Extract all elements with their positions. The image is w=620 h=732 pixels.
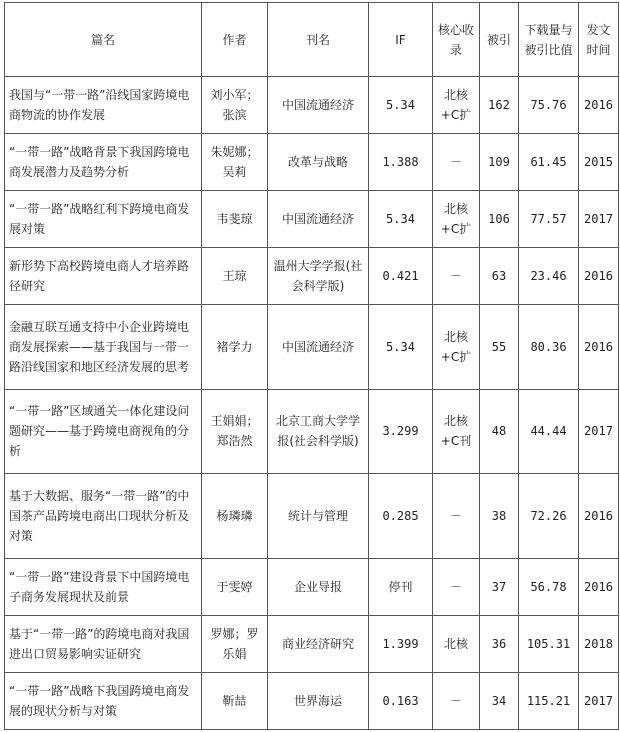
cell-journal: 统计与管理 (268, 474, 369, 559)
cell-title: 新形势下高校跨境电商人才培养路径研究 (5, 247, 202, 304)
cell-journal: 企业导报 (268, 559, 369, 616)
cell-cited: 162 (480, 77, 519, 134)
header-row (5, 3, 619, 77)
header-title: 篇名 (5, 3, 202, 77)
cell-core: － (433, 672, 480, 729)
cell-year: 2018 (579, 616, 619, 673)
cell-if: 5.34 (369, 304, 433, 389)
cell-journal: 中国流通经济 (268, 77, 369, 134)
cell-ratio: 23.46 (519, 247, 579, 304)
cell-cited: 106 (480, 190, 519, 247)
cell-year: 2015 (579, 133, 619, 190)
header-journal: 刊名 (268, 3, 369, 77)
cell-core: 北核+C刊 (433, 389, 480, 474)
cell-title: 基于“一带一路”的跨境电商对我国进出口贸易影响实证研究 (5, 616, 202, 673)
cell-author: 朱妮娜；吴莉 (202, 133, 268, 190)
cell-ratio: 44.44 (519, 389, 579, 474)
cell-author: 王娟娟；郑浩然 (202, 389, 268, 474)
cell-core: － (433, 133, 480, 190)
cell-ratio: 75.76 (519, 77, 579, 134)
cell-if: 0.163 (369, 672, 433, 729)
cell-core: 北核 (433, 616, 480, 673)
cell-author: 褚学力 (202, 304, 268, 389)
cell-author: 韦斐琼 (202, 190, 268, 247)
cell-author: 于雯婷 (202, 559, 268, 616)
cell-if: 0.285 (369, 474, 433, 559)
table-row (5, 616, 619, 673)
cell-journal: 温州大学学报(社会科学版) (268, 247, 369, 304)
cell-title: “一带一路”战略红利下跨境电商发展对策 (5, 190, 202, 247)
cell-journal: 世界海运 (268, 672, 369, 729)
cell-journal: 北京工商大学学报(社会科学版) (268, 389, 369, 474)
cell-if: 1.388 (369, 133, 433, 190)
cell-if: 5.34 (369, 77, 433, 134)
cell-if: 5.34 (369, 190, 433, 247)
cell-ratio: 105.31 (519, 616, 579, 673)
cell-ratio: 61.45 (519, 133, 579, 190)
cell-if: 停刊 (369, 559, 433, 616)
cell-author: 刘小军；张滨 (202, 77, 268, 134)
cell-year: 2016 (579, 304, 619, 389)
header-cited: 被引 (480, 3, 519, 77)
cell-cited: 38 (480, 474, 519, 559)
header-year: 发文时间 (579, 3, 619, 77)
cell-year: 2017 (579, 190, 619, 247)
table-row (5, 77, 619, 134)
cell-if: 0.421 (369, 247, 433, 304)
cell-author: 王琼 (202, 247, 268, 304)
cell-title: 基于大数据、服务“一带一路”的中国茶产品跨境电商出口现状分析及对策 (5, 474, 202, 559)
cell-cited: 109 (480, 133, 519, 190)
table-row (5, 190, 619, 247)
cell-author: 靳喆 (202, 672, 268, 729)
cell-year: 2016 (579, 559, 619, 616)
cell-author: 罗娜；罗乐娟 (202, 616, 268, 673)
cell-year: 2016 (579, 474, 619, 559)
cell-title: “一带一路”建设背景下中国跨境电子商务发展现状及前景 (5, 559, 202, 616)
cell-title: 金融互联互通支持中小企业跨境电商发展探索——基于我国与一带一路沿线国家和地区经济发展的思考 (5, 304, 202, 389)
cell-core: － (433, 559, 480, 616)
cell-title: 我国与“一带一路”沿线国家跨境电商物流的协作发展 (5, 77, 202, 134)
header-if: IF (369, 3, 433, 77)
cell-year: 2017 (579, 672, 619, 729)
cell-if: 1.399 (369, 616, 433, 673)
table-row (5, 474, 619, 559)
cell-cited: 34 (480, 672, 519, 729)
cell-cited: 63 (480, 247, 519, 304)
table-row (5, 389, 619, 474)
cell-cited: 48 (480, 389, 519, 474)
header-author: 作者 (202, 3, 268, 77)
cell-year: 2016 (579, 247, 619, 304)
cell-journal: 中国流通经济 (268, 304, 369, 389)
cell-year: 2017 (579, 389, 619, 474)
table-row (5, 304, 619, 389)
cell-cited: 37 (480, 559, 519, 616)
cell-core: － (433, 474, 480, 559)
header-core: 核心收录 (433, 3, 480, 77)
table-row (5, 559, 619, 616)
cell-ratio: 72.26 (519, 474, 579, 559)
cell-year: 2016 (579, 77, 619, 134)
cell-core: － (433, 247, 480, 304)
cell-if: 3.299 (369, 389, 433, 474)
cell-journal: 商业经济研究 (268, 616, 369, 673)
table-row (5, 672, 619, 729)
cell-ratio: 115.21 (519, 672, 579, 729)
table-row (5, 133, 619, 190)
cell-title: “一带一路”区域通关一体化建设问题研究——基于跨境电商视角的分析 (5, 389, 202, 474)
cell-journal: 中国流通经济 (268, 190, 369, 247)
papers-table (4, 2, 619, 730)
cell-core: 北核+C扩 (433, 190, 480, 247)
cell-ratio: 80.36 (519, 304, 579, 389)
cell-cited: 55 (480, 304, 519, 389)
cell-author: 杨璘璘 (202, 474, 268, 559)
cell-journal: 改革与战略 (268, 133, 369, 190)
cell-ratio: 56.78 (519, 559, 579, 616)
table-row (5, 247, 619, 304)
cell-cited: 36 (480, 616, 519, 673)
cell-core: 北核+C扩 (433, 304, 480, 389)
cell-ratio: 77.57 (519, 190, 579, 247)
cell-core: 北核+C扩 (433, 77, 480, 134)
header-ratio: 下载量与被引比值 (519, 3, 579, 77)
cell-title: “一带一路”战略下我国跨境电商发展的现状分析与对策 (5, 672, 202, 729)
cell-title: “一带一路”战略背景下我国跨境电商发展潜力及趋势分析 (5, 133, 202, 190)
